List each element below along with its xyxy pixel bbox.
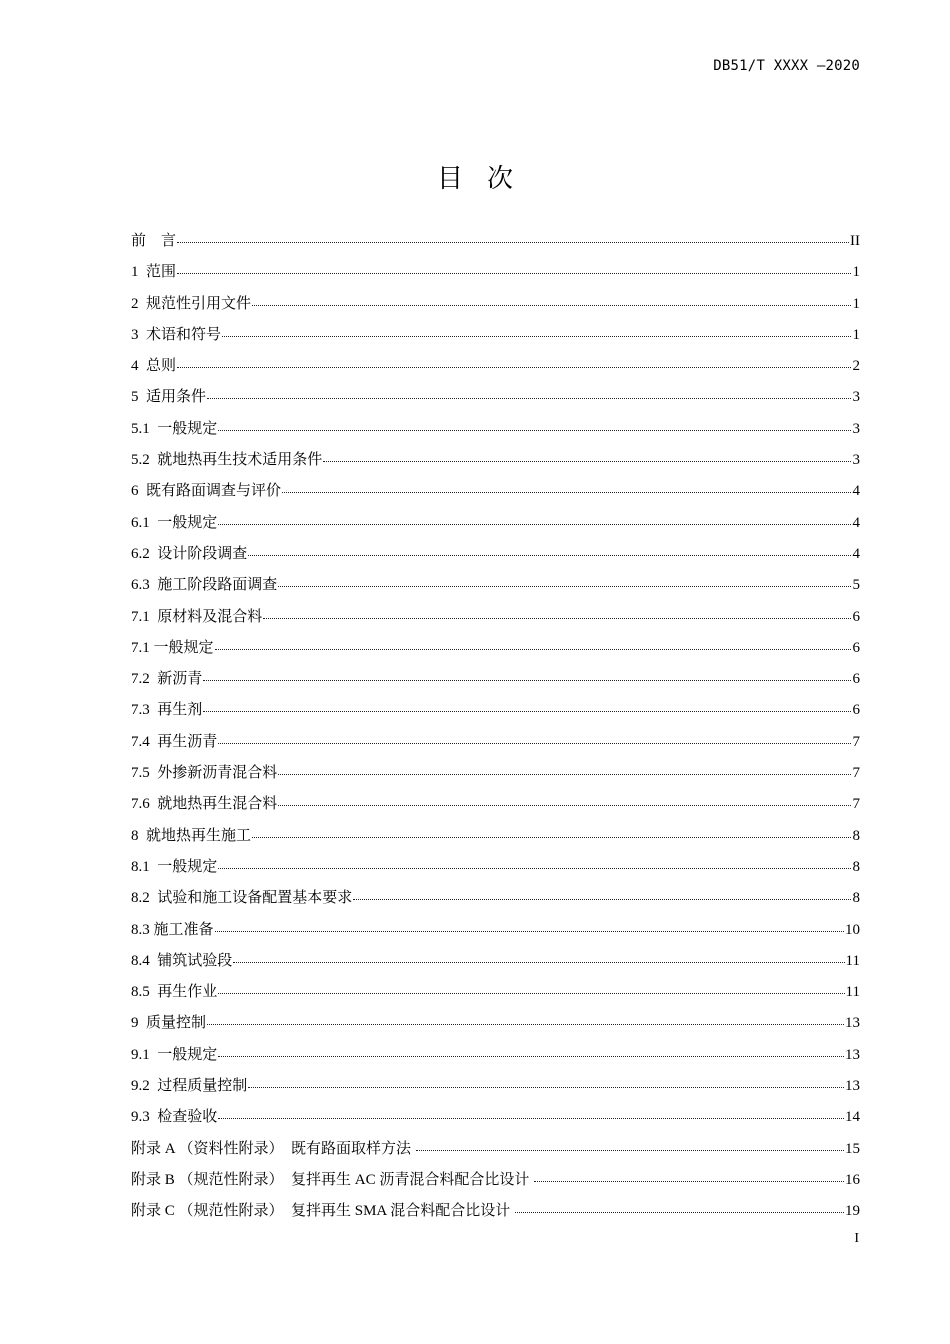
dot-leader: [252, 294, 851, 308]
dot-leader: [278, 794, 851, 808]
toc-entry[interactable]: [131, 479, 860, 510]
toc-entry[interactable]: [131, 730, 860, 761]
toc-entry-label: 7.1 一般规定: [131, 639, 214, 656]
toc-entry-label: 7.4 再生沥青: [131, 733, 218, 750]
toc-entry-page: 1: [852, 326, 860, 343]
toc-entry-label: 7.1 原材料及混合料: [131, 608, 263, 625]
toc-entry[interactable]: [131, 918, 860, 949]
toc-entry-label: 5 适用条件: [131, 389, 207, 406]
toc-entry[interactable]: [131, 1168, 860, 1199]
dot-leader: [207, 387, 851, 401]
toc-entry[interactable]: [131, 323, 860, 354]
toc-entry-page: 8: [852, 858, 860, 875]
toc-entry-page: 13: [845, 1015, 860, 1032]
toc-entry[interactable]: [131, 792, 860, 823]
toc-entry-label: 9 质量控制: [131, 1015, 207, 1032]
toc-entry-label: 8.2 试验和施工设备配置基本要求: [131, 890, 353, 907]
toc-entry-page: 3: [852, 389, 860, 406]
dot-leader: [252, 826, 851, 840]
toc-entry-label: 1 范围: [131, 264, 177, 281]
dot-leader: [222, 325, 851, 339]
toc-entry-page: 10: [845, 921, 860, 938]
toc-entry-page: 6: [852, 608, 860, 625]
toc-entry[interactable]: [131, 354, 860, 385]
dot-leader: [218, 419, 851, 433]
toc-entry[interactable]: [131, 636, 860, 667]
dot-leader: [177, 262, 851, 276]
toc-entry-page: 1: [852, 264, 860, 281]
toc-entry-label: 8 就地热再生施工: [131, 827, 252, 844]
dot-leader: [282, 481, 851, 495]
dot-leader: [218, 1107, 844, 1121]
toc-entry[interactable]: [131, 417, 860, 448]
toc-entry-label: 8.4 铺筑试验段: [131, 952, 233, 969]
toc-entry-label: 8.1 一般规定: [131, 858, 218, 875]
toc-entry-page: 7: [852, 765, 860, 782]
toc-entry-page: 5: [852, 577, 860, 594]
dot-leader: [233, 951, 844, 965]
dot-leader: [218, 1045, 844, 1059]
page-title: 目次: [436, 164, 537, 194]
toc-entry[interactable]: [131, 980, 860, 1011]
dot-leader: [515, 1201, 844, 1215]
toc-entry-label: 附录 A （资料性附录） 既有路面取样方法: [131, 1140, 415, 1157]
toc-entry-label: 7.2 新沥青: [131, 671, 203, 688]
toc-entry[interactable]: [131, 855, 860, 886]
dot-leader: [263, 607, 851, 621]
toc-entry[interactable]: [131, 385, 860, 416]
dot-leader: [278, 575, 851, 589]
toc-entry[interactable]: [131, 448, 860, 479]
toc-entry[interactable]: [131, 1074, 860, 1105]
toc-entry-page: 16: [845, 1171, 860, 1188]
dot-leader: [218, 513, 851, 527]
toc-entry-label: 7.6 就地热再生混合料: [131, 796, 278, 813]
toc-entry-page: 14: [845, 1109, 860, 1126]
toc-entry-page: 4: [852, 545, 860, 562]
toc-entry[interactable]: [131, 886, 860, 917]
dot-leader: [218, 732, 851, 746]
toc-entry[interactable]: [131, 229, 860, 260]
toc-entry-label: 2 规范性引用文件: [131, 295, 252, 312]
dot-leader: [215, 638, 851, 652]
toc-entry-page: 7: [852, 796, 860, 813]
toc-entry-page: 7: [852, 733, 860, 750]
toc-entry-page: 1: [852, 295, 860, 312]
toc-entry[interactable]: [131, 1199, 860, 1230]
toc-entry-page: 13: [845, 1046, 860, 1063]
toc-entry-label: 6.1 一般规定: [131, 514, 218, 531]
toc-entry-page: II: [850, 233, 860, 249]
dot-leader: [203, 669, 851, 683]
dot-leader: [353, 888, 851, 902]
dot-leader: [416, 1139, 844, 1153]
toc-entry-page: 3: [852, 420, 860, 437]
toc-entry[interactable]: [131, 761, 860, 792]
toc-entry[interactable]: [131, 1011, 860, 1042]
dot-leader: [218, 857, 851, 871]
dot-leader: [207, 1013, 844, 1027]
toc-entry[interactable]: [131, 1137, 860, 1168]
toc-entry-page: 13: [845, 1078, 860, 1095]
toc-entry[interactable]: [131, 511, 860, 542]
toc-entry-label: 附录 B （规范性附录） 复拌再生 AC 沥青混合料配合比设计: [131, 1171, 534, 1188]
toc-entry-label: 7.3 再生剂: [131, 702, 203, 719]
toc-entry[interactable]: [131, 573, 860, 604]
toc-entry-label: 5.2 就地热再生技术适用条件: [131, 452, 323, 469]
toc-entry-label: 6 既有路面调查与评价: [131, 483, 282, 500]
toc-entry-label: 6.3 施工阶段路面调查: [131, 577, 278, 594]
toc-entry[interactable]: [131, 1043, 860, 1074]
toc-entry[interactable]: [131, 542, 860, 573]
toc-entry[interactable]: [131, 292, 860, 323]
toc-entry-page: 6: [852, 702, 860, 719]
dot-leader: [323, 450, 851, 464]
table-of-contents: [131, 229, 860, 1231]
toc-entry-page: 11: [845, 984, 860, 1001]
document-code: DB51/T XXXX —2020: [713, 58, 860, 74]
toc-entry-page: 2: [852, 358, 860, 375]
toc-entry-label: 4 总则: [131, 358, 177, 375]
toc-entry-label: 5.1 一般规定: [131, 420, 218, 437]
toc-entry-page: 19: [845, 1203, 860, 1220]
toc-entry-page: 15: [845, 1140, 860, 1157]
dot-leader: [248, 544, 851, 558]
toc-entry-label: 9.1 一般规定: [131, 1046, 218, 1063]
toc-entry-page: 11: [845, 952, 860, 969]
toc-entry-label: 7.5 外掺新沥青混合料: [131, 765, 278, 782]
page-number: I: [854, 1231, 859, 1246]
toc-entry-page: 8: [852, 890, 860, 907]
dot-leader: [534, 1170, 844, 1184]
toc-entry-page: 6: [852, 671, 860, 688]
toc-entry-page: 8: [852, 827, 860, 844]
toc-entry-page: 4: [852, 483, 860, 500]
toc-entry-label: 8.3 施工准备: [131, 921, 214, 938]
dot-leader: [177, 356, 851, 370]
toc-entry-page: 6: [852, 639, 860, 656]
toc-entry-label: 前 言: [131, 233, 177, 249]
toc-entry[interactable]: [131, 1105, 860, 1136]
dot-leader: [177, 231, 849, 245]
toc-entry-label: 9.2 过程质量控制: [131, 1078, 248, 1095]
toc-entry[interactable]: [131, 667, 860, 698]
toc-entry-label: 6.2 设计阶段调查: [131, 545, 248, 562]
dot-leader: [215, 920, 844, 934]
toc-entry[interactable]: [131, 605, 860, 636]
toc-entry[interactable]: [131, 260, 860, 291]
dot-leader: [278, 763, 851, 777]
toc-entry-page: 3: [852, 452, 860, 469]
dot-leader: [203, 700, 851, 714]
toc-entry-page: 4: [852, 514, 860, 531]
toc-entry[interactable]: [131, 824, 860, 855]
toc-entry[interactable]: [131, 949, 860, 980]
dot-leader: [218, 982, 844, 996]
dot-leader: [248, 1076, 844, 1090]
toc-entry-label: 3 术语和符号: [131, 326, 222, 343]
toc-entry-label: 8.5 再生作业: [131, 984, 218, 1001]
toc-entry-label: 9.3 检查验收: [131, 1109, 218, 1126]
toc-entry[interactable]: [131, 698, 860, 729]
toc-entry-label: 附录 C （规范性附录） 复拌再生 SMA 混合料配合比设计: [131, 1203, 514, 1220]
